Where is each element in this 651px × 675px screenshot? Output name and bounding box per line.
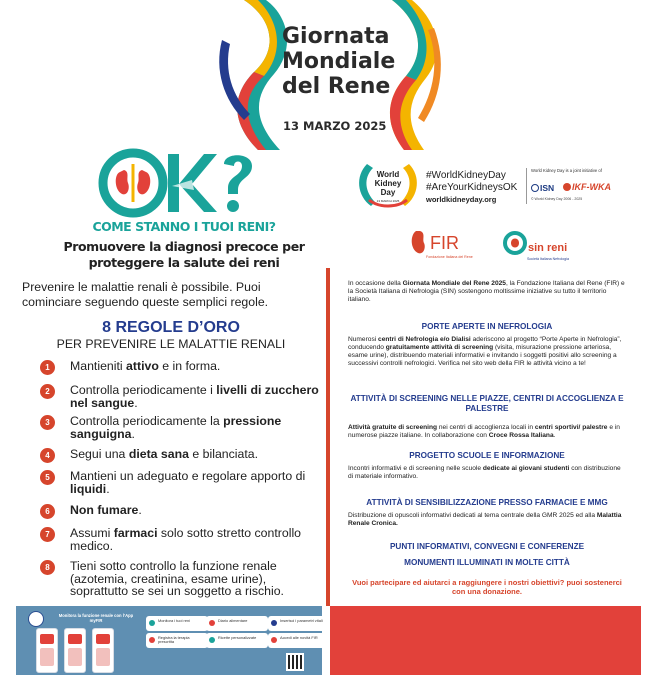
event-title-line: Giornata <box>282 24 390 49</box>
section-heading: PUNTI INFORMATIVI, CONVEGNI E CONFERENZE <box>389 542 585 551</box>
ok-subtitle: Promuovere la diagnosi precoce per proteggere la salute dei reni <box>63 239 305 270</box>
rules-subtitle: PER PREVENIRE LE MALATTIE RENALI <box>56 337 286 351</box>
rule-number-badge: 6 <box>40 504 55 519</box>
sin-name: sin reni <box>528 242 568 254</box>
phone-mockup <box>64 628 86 673</box>
feature-label: Inserisci i parametri vitali <box>280 618 323 623</box>
app-feature-chip[interactable] <box>268 633 330 648</box>
section-body: Distribuzione di opuscoli informativi dedicati al tema centrale della GMR 2025 ed alla Malattia Renale Cronica. <box>348 512 622 527</box>
rule-text: Controlla periodicamente i livelli di zucchero nel sangue. <box>70 383 319 410</box>
rule-number-badge: 1 <box>40 360 55 375</box>
section-heading: PORTE APERTE IN NEFROLOGIA <box>421 322 553 331</box>
wkd-logo-line: Kidney <box>374 179 402 188</box>
hashtag: #WorldKidneyDay <box>426 170 506 181</box>
rule-text: Tieni sotto controllo la funzione renale (azotemia, creatinina, esame urine), soprattutto se sei un soggetto a rischio. <box>70 559 284 598</box>
intro-text: Prevenire le malattie renali è possibile. Puoi cominciare seguendo queste semplici regole. <box>22 280 269 309</box>
app-banner-title: Monitora la funzione renale con l’App myFIR <box>58 613 134 623</box>
feature-bullet-icon <box>149 637 155 643</box>
feature-label: Accedi alle novità FIR <box>280 635 318 640</box>
donation-cta[interactable]: Vuoi partecipare ed aiutarci a raggiungere i nostri obiettivi? puoi sostenerci con una donazione. <box>352 578 622 596</box>
ikf-logo-text: IKF-WKA <box>572 182 611 192</box>
myfir-app-logo <box>28 611 44 627</box>
section-heading: ATTIVITÀ DI SCREENING NELLE PIAZZE, CENTRI DI ACCOGLIENZA E PALESTRE <box>350 394 624 413</box>
wkd-hashtags <box>426 170 517 206</box>
rule-text: Segui una dieta sana e bilanciata. <box>70 447 259 461</box>
wkd-logo-line: World <box>376 170 400 179</box>
section-body: Incontri informativi e di screening nelle scuole dedicate ai giovani studenti con distribuzione di materiale informativo. <box>348 465 621 480</box>
feature-bullet-icon <box>209 637 215 643</box>
section-heading: MONUMENTI ILLUMINATI IN MOLTE CITTÀ <box>404 558 570 567</box>
sin-subtitle: Società Italiana Nefrologia <box>527 257 569 261</box>
feature-label: Registra la terapia prescritta <box>158 635 190 645</box>
app-feature-chip[interactable] <box>206 616 268 631</box>
wkd-initiative-text: World Kidney Day is a joint initiative of <box>531 168 602 173</box>
header <box>0 0 651 150</box>
feature-label: Diario alimentare <box>218 618 248 623</box>
rules-title: 8 REGOLE D’ORO <box>102 319 240 336</box>
ok-question: COME STANNO I TUOI RENI? <box>92 219 276 234</box>
rule-text: Assumi farmaci solo sotto stretto controllo medico. <box>70 526 302 553</box>
sin-reni-logo <box>503 227 569 263</box>
feature-bullet-icon <box>271 637 277 643</box>
isn-logo-text: ISN <box>540 183 555 193</box>
app-feature-chip[interactable] <box>146 616 208 631</box>
wkd-logo-date: 13 MARCH 2025 <box>376 199 400 203</box>
rule-number-badge: 3 <box>40 415 55 430</box>
hashtag: #AreYourKidneysOK <box>426 182 518 193</box>
event-date: 13 MARZO 2025 <box>283 119 387 133</box>
event-title-line: del Rene <box>282 74 391 99</box>
fir-subtitle: Fondazione Italiana del Rene <box>426 255 473 259</box>
rule-number-badge: 4 <box>40 448 55 463</box>
rule-number-badge: 2 <box>40 384 55 399</box>
section-body: Attività gratuite di screening nei centri di accoglienza locali in centri sportivi/ palestre e in numerose piazze italiane. In collaborazione con Croce Rossa Italiana. <box>348 424 620 439</box>
isn-logo <box>531 183 554 193</box>
event-title-line: Mondiale <box>282 49 396 74</box>
fir-logo <box>410 227 485 261</box>
rule-text: Mantieniti attivo e in forma. <box>70 359 221 373</box>
wkd-years: © World Kidney Day 2006 - 2025 <box>531 197 583 201</box>
feature-bullet-icon <box>209 620 215 626</box>
feature-bullet-icon <box>149 620 155 626</box>
event-title <box>282 24 412 99</box>
wkd-separator <box>526 168 527 204</box>
section-heading: PROGETTO SCUOLE E INFORMAZIONE <box>409 451 565 460</box>
myfir-app-banner[interactable] <box>16 606 322 675</box>
fir-name: FIR <box>430 233 459 253</box>
phone-mockup <box>36 628 58 673</box>
section-heading: ATTIVITÀ DI SENSIBILIZZAZIONE PRESSO FARMACIE E MMG <box>366 498 608 507</box>
rule-text: Mantieni un adeguato e regolare apporto di liquidi. <box>70 469 306 496</box>
wkd-url[interactable]: worldkidneyday.org <box>426 195 497 204</box>
left-ribbon-graphic <box>214 0 284 150</box>
feature-label: Monitora i tuoi reni <box>158 618 191 623</box>
feature-bullet-icon <box>271 620 277 626</box>
qr-code-icon[interactable] <box>286 653 304 671</box>
app-feature-chip[interactable] <box>146 633 208 648</box>
rule-number-badge: 5 <box>40 470 55 485</box>
ikf-wka-logo <box>563 182 611 192</box>
wkd-logo-line: Day <box>380 188 396 197</box>
rule-number-badge: 7 <box>40 527 55 542</box>
rule-number-badge: 8 <box>40 560 55 575</box>
rule-text: Controlla periodicamente la pressione sanguigna. <box>70 414 282 441</box>
ok-kidneys-logo <box>100 150 260 216</box>
rule-text: Non fumare. <box>70 503 142 517</box>
world-kidney-day-logo <box>359 162 417 208</box>
column-divider <box>326 268 330 606</box>
phone-mockup <box>92 628 114 673</box>
section-body: Numerosi centri di Nefrologia e/o Dialisi aderiscono al progetto “Porte Aperte in Nefrologia”, conducendo gratuitamente attività di screening (visita, misurazione pressione arteriosa, esame urine), distribuendo materiali informativi e invitando i soggetti positivi allo screening a successivi controlli nefrologici. Verifica nel sito web della FIR le attività vicino a te! <box>348 336 622 367</box>
right-intro-text: In occasione della Giornata Mondiale del Rene 2025, la Fondazione Italiana del Rene (FIR) e la Società Italiana di Nefrologia (SIN) sostengono moltissime iniziative su tutto il territorio italiano. <box>348 280 625 303</box>
app-feature-chip[interactable] <box>268 616 330 631</box>
app-feature-chip[interactable] <box>206 633 268 648</box>
red-footer-band <box>330 606 641 675</box>
feature-label: Ricette personalizzate <box>218 635 257 640</box>
